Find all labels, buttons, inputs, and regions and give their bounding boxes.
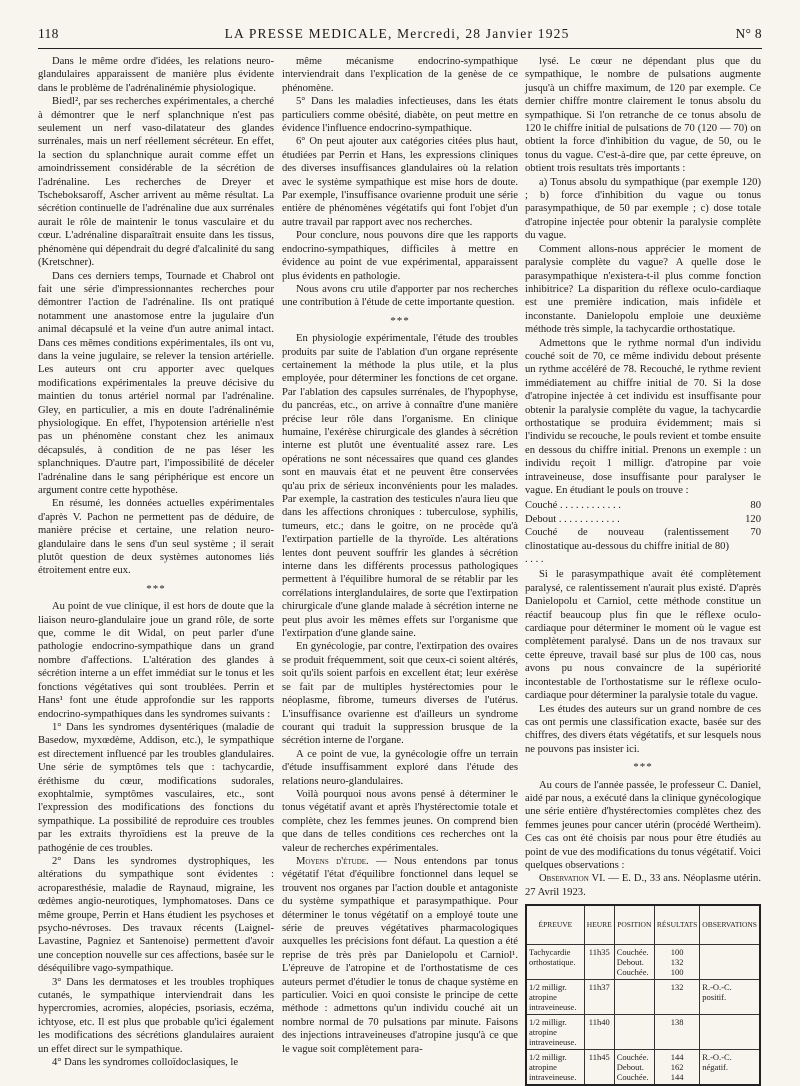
issue-number: N° 8 xyxy=(735,26,762,41)
paragraph: a) Tonus absolu du sympathique (par exemple 120) ; b) force d'inhibition du vague ou tonus parasympathique, de 50 par exemple ; c) dose totale d'atropine injectée pour obtenir la paralysie complète du vague. xyxy=(525,176,761,242)
paragraph-text: — Nous entendons par tonus végétatif l'état d'équilibre fonctionnel dans lequel se trouvent nos organes par l'action double et antagoniste du système sympathique et parasympathique. Pour déterminer le tonus végétatif on a employé toute une série de preuves végétatives pharmacologiques auxquelles les précisions font défaut. La question a été reprise de très près par Danielopolu et Carniol¹. L'épreuve de l'atropine et de l'orthostatisme de ces auteurs permet d'étudier le tonus de chaque système en particulier. Voici en quoi consiste le principe de cette méthode : admettons qu'un individu couché ait un nombre normal de 70 pulsations par minute. Faisons des injections intraveineuses d'atropine jusqu'à ce que le vague soit complètement para- xyxy=(282,855,518,1055)
paragraph: En résumé, les données actuelles expérimentales d'après V. Pachon ne permettent pas de déduire, de manière précise et certaine, une relation neuro-glandulaire dans le sens d'un seul système ; il serait plutôt question de deux systèmes autonomes liés étroitement entre eux. xyxy=(38,498,274,577)
table-row: 1/2 milligr. atropine intraveineuse. 11h40 138 xyxy=(526,1015,760,1050)
table-row: Tachycardie orthostatique. 11h35 Couchée. Debout. Couchée. 100 132 100 xyxy=(526,945,760,980)
paragraph: 2° Dans les syndromes dystrophiques, les altérations du sympathique sont évidentes : acroparesthésie, maladie de Raynaud, migraine, les œdèmes angio-neurotiques, lymphomatoses. Dans ce même groupe, Perrin et Hans étudient les psychoses et psycho-névroses. Des travaux récents (Laignel-Lavastine, Pagniez et Santenoise) permettent d'avoir une conception nouvelle sur ces affections, basée sur le déséquilibre vago-sympathique. xyxy=(38,855,274,975)
column-2 xyxy=(282,55,518,1056)
paragraph: Admettons que le rythme normal d'un individu couché soit de 70, ce même individu debout présente un rythme accéléré de 78. Recouché, le rythme revient immédiatement au chiffre initial de 70. Si la dose d'atropine injectée à cet individu est insuffisante pour obtenir la paralysie complète du vague, la tachycardie orthostatique se produira évidemment; mais si l'individu se recouche, le pouls revient et tombe ensuite en dessous du chiffre initial. Prenons un exemple : un individu reçoit 1 milligr. d'atropine par voie intraveineuse, dose insuffisante pour paralyser le vague. En étudiant le pouls on trouve : xyxy=(525,337,761,496)
col-header-epreuve: ÉPREUVE xyxy=(526,905,584,945)
observation-heading xyxy=(525,872,761,899)
paragraph: Dans ces derniers temps, Tournade et Chabrol ont fait une série d'impressionnantes recherches pour démontrer l'action de l'adrénaline. Ils ont pratiqué notamment une anastomose entre la jugulaire d'un animal décapsulé et la veine d'un autre animal intact. Dans ces mêmes conditions expérimentales, ils ont vu, dans la veine jugulaire, se relever la tension artérielle. Les auteurs ont cru apporter avec quelques modifications expérimentales la preuve décisive du maintien du tonus artériel normal par l'adrénaline. Gley, en particulier, a mis en doute l'adrénalinémie physiologique. En effet, l'hypotension artérielle n'est pas un phénomène constant chez les animaux décapsulés, à condition de ne pas léser les splanchniques. D'autre part, l'impossibilité de déceler l'adrénaline dans le sang périphérique est encore un argument contre cette hypothèse. xyxy=(38,270,274,496)
paragraph: Comment allons-nous apprécier le moment de paralysie complète du vague? A quelle dose le parasympathique n'existera-t-il plus comme fonction inhibitrice? La disparition du réflexe oculo-cardiaque est une première indication, mais infidèle et inconstante. Danielopolu emploie une deuxième méthode très simple, la tachycardie orthostatique. xyxy=(525,243,761,336)
list-item: Couché . . . . . . . . . . . . 80 xyxy=(525,500,761,512)
paragraph: Au cours de l'année passée, le professeur C. Daniel, aidé par nous, a exécuté dans la clinique gynécologique une série entière d'hystérectomies complètes chez des femmes jeunes pour cancer utérin (procédé Wertheim). Ces cas ont été choisis par nous pour être étudiés au point de vue des modifications du tonus végétatif. Voici quelques observations : xyxy=(525,779,761,871)
paragraph: Voilà pourquoi nous avons pensé à déterminer le tonus végétatif avant et après l'hystérectomie totale et complète, chez les femmes jeunes. On comprend bien que dans de telles conditions ces recherches ont la valeur de recherches expérimentales. xyxy=(282,788,518,854)
paragraph: lysé. Le cœur ne dépendant plus que du sympathique, le nombre de pulsations augmente jusqu'à un chiffre maximum, de 120 par exemple. Ce dernier chiffre montre clairement le tonus absolu du sympathique. Si l'on retranche de ce tonus absolu de 120 le chiffre initial de pulsations de 70 (120 — 70) on obtient la force d'inhibition du vague, de 50, ou le tonus du vague. C'est-à-dire que, par cette épreuve, on obtient trois resultats très importants : xyxy=(525,56,761,175)
col-header-resultats: RÉSULTATS xyxy=(654,905,699,945)
paragraph: Biedl², par ses recherches expérimentales, a cherché à démontrer que le nerf splanchnique n'est pas seulement un nerf vaso-dilatateur des glandes surrénales, mais un nerf réellement sécréteur. En effet, la section du splanchnique aurait comme effet un amoindrissement considérable de la sécrétion de l'adrénaline. Les recherches de Dreyer et Tscheboksaroff, Ascher arrivent au même résultat. La sécrétion continuelle de l'adrénaline due aux surrénales aurait le rôle de maintenir le tonus vasculaire et du cœur. L'adrénaline disparaîtrait ensuite dans les tissus, phénomène qui dépendrait du degré d'alcalinité du sang (Kretschner). xyxy=(38,96,274,269)
paragraph: 1° Dans les syndromes dysentériques (maladie de Basedow, myxœdème, Addison, etc.), le sympathique est directement influencé par les troubles glandulaires. Une série de symptômes tels que : tachycardie, éréthisme du cœur, modifications sudorales, exophtalmie, symptômes vasculaires, etc., sont l'expression des modifications des fonctions du sympathique. La possibilité de reproduire ces troubles par les extraits thyroïdiens est la preuve de la pathogénie de ces troubles. xyxy=(38,721,274,854)
pulse-list xyxy=(525,499,761,566)
observation-text: — E. D., 33 ans. Néoplasme utérin. 27 Avril 1923. xyxy=(525,873,761,898)
list-item: Couché de nouveau (ralentissement clinostatique au-dessous du chiffre initial de 80) . . . . 70 xyxy=(525,527,761,566)
paragraph: Dans le même ordre d'idées, les relations neuro-glandulaires apparaissent de manière plus évidente dans le problème de l'adrénalinémie physiologique. xyxy=(38,56,274,94)
paragraph: En physiologie expérimentale, l'étude des troubles produits par suite de l'ablation d'un organe représente certainement la méthode la plus utile, et la plus employée, pour déterminer les fonctions de cet organe. Par l'ablation des capsules surrénales, de l'hypophyse, du pancréas, etc., on arrive à connaître d'une manière précise leur rôle dans l'organisme. En clinique humaine, l'exérèse chirurgicale des glandes à sécrétion interne est plutôt une éventualité assez rare. Les opérations ne sont nécessaires que quand ces glandes sont en mauvais état et ne peuvent être conservées qu'au prix de sérieux inconvénients pour les malades. Par exemple, la castration des testicules n'aura lieu que dans les affections chroniques : tuberculose, syphilis, tumeurs, etc.; dans le goitre, on ne procède qu'à l'extirpation partielle de la thyroïde. Les altérations lentes dont peuvent souffrir les glandes à sécrétion interne dans les différents processus pathologiques permettent à l'équilibre humoral de se rétablir par les corrélations interglandulaires, de sorte que l'extirpation chirurgicale d'une glande malade à sécrétion interne ne peut plus avoir les mêmes effets sur l'organisme que l'extirpation d'une glande saine. xyxy=(282,333,518,640)
paragraph: Les études des auteurs sur un grand nombre de ces cas ont permis une classification exacte, basée sur des chiffres, des divers états végétatifs, et sur lesquels nous ne pouvons pas insister ici. xyxy=(525,703,761,755)
paragraph xyxy=(282,855,518,1056)
paragraph: 4° Dans les syndromes colloïdoclasiques, le xyxy=(52,1057,239,1069)
column-1 xyxy=(38,55,274,1069)
section-lead: Moyens d'étude. xyxy=(296,855,369,867)
section-separator: *** xyxy=(633,761,653,774)
section-separator: *** xyxy=(146,582,166,595)
col-header-heure: HEURE xyxy=(584,905,614,945)
paragraph: Pour conclure, nous pouvons dire que les rapports endocrino-sympathiques, difficiles à mettre en évidence au point de vue expérimental, apparaissent plus évidents en pathologie. xyxy=(282,230,518,282)
list-item: Debout . . . . . . . . . . . . 120 xyxy=(525,513,761,525)
paragraph: Si le parasympathique avait été complètement paralysé, ce ralentissement n'aurait plus existé. D'après Danielopolu et Carniol, cette méthode constitue un réactif beaucoup plus fin que le réflexe oculo-cardiaque pour déterminer le moment où le vague est complètement paralysé. Dans un de nos travaux sur cette épreuve, travail basé sur plus de 100 cas, nous avons pu nous convaincre de la supériorité incontestable de l'orthostatisme sur le réflexe oculo-cardiaque pour déterminer la paralysie totale du vague. xyxy=(525,569,761,702)
paragraph: En gynécologie, par contre, l'extirpation des ovaires se produit fréquemment, soit que ceux-ci soient altérés, soit qu'ils soient parfois en excellent état; leur exérèse se fait par de multiples hystérectomies pour le néoplasme, fibrome, tumeurs diverses de l'utérus. L'insuffisance ovarienne est d'ailleurs un syndrome courant qui traduit la suppression brusque de la sécrétion interne de l'organe. xyxy=(282,641,518,747)
section-separator: *** xyxy=(390,314,410,327)
header-rule xyxy=(38,48,762,49)
col-header-position: POSITION xyxy=(614,905,654,945)
paragraph: 5° Dans les maladies infectieuses, dans les états particuliers comme obésité, diabète, on peut mettre en évidence l'influence endocrino-sympathique. xyxy=(282,96,518,135)
table-row: 1/2 milligr. atropine intraveineuse. 11h45 Couchée. Debout. Couchée. 144 162 144 R.-O.-C. négatif. xyxy=(526,1050,760,1086)
paragraph: Nous avons cru utile d'apporter par nos recherches une contribution à l'étude de cette importante question. xyxy=(282,283,518,309)
paragraph: 6° On peut ajouter aux catégories citées plus haut, étudiées par Perrin et Hans, les expressions cliniques des diverses insuffisances glandulaires où la relation avec le système sympathique est mise hors de doute. Par exemple, l'insuffisance ovarienne produit une série entière de phénomènes végétatifs qui font l'objet d'un autre travail par rapport avec nos recherches. xyxy=(282,136,518,228)
journal-title: LA PRESSE MEDICALE, Mercredi, 28 Janvier 1925 xyxy=(224,26,570,41)
page-number: 118 xyxy=(38,26,59,41)
observation-table xyxy=(525,904,761,1086)
paragraph: 3° Dans les dermatoses et les troubles trophiques cutanés, le sympathique interviendrait dans les hypercromies, acromies, alopécies, psoriasis, eczéma, ichtyose, etc. Il est plus que probable qu'ici également les modifications des sécrétions glandulaires auraient un effet direct sur le sympathique. xyxy=(38,976,274,1055)
page-header xyxy=(38,26,762,48)
table-row: 1/2 milligr. atropine intraveineuse. 11h37 132 R.-O.-C. positif. xyxy=(526,980,760,1015)
paragraph: A ce point de vue, la gynécologie offre un terrain d'étude insuffisamment exploré dans l'étude des relations neuro-glandulaires. xyxy=(282,748,518,787)
observation-lead: Observation VI. xyxy=(539,873,606,885)
column-3 xyxy=(525,55,761,1086)
paragraph: Au point de vue clinique, il est hors de doute que la liaison neuro-glandulaire joue un grand rôle, de sorte que, comme le dit Widal, on peut parler d'une pathologie endocrino-sympathique dans un grand nombre d'affections. L'altération des glandes à sécrétion interne a un effet immédiat sur le tonus et les fonctions végétatives qui sont troublées. Perrin et Hans¹ font une étude approfondie sur les rapports endocrino-sympathiques dans les syndromes suivants : xyxy=(38,601,274,720)
paragraph: même mécanisme endocrino-sympathique interviendrait dans l'explication de la genèse de ce phénomène. xyxy=(282,56,518,94)
col-header-observations: OBSERVATIONS xyxy=(700,905,760,945)
